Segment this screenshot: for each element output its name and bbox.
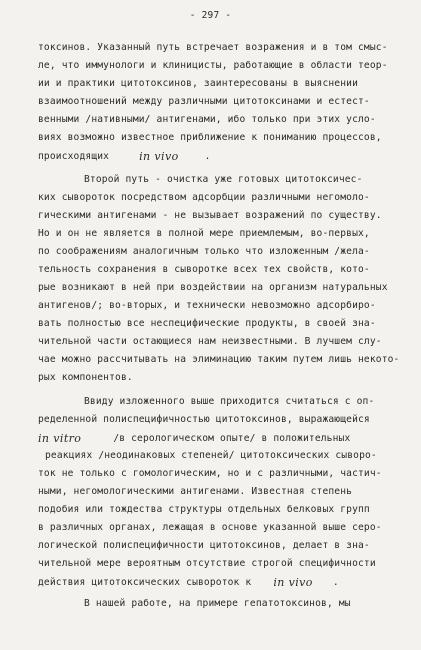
latin-term: in vivo [273, 576, 313, 589]
text-line: по соображениям аналогичным только что изложенным /жела- [38, 246, 370, 257]
text-line: виях возможно известное приближение к пониманию процессов, [38, 132, 382, 143]
text-line: Второй путь - очистка уже готовых цитотоксичес- [84, 174, 363, 185]
text-line: ких сывороток посредством адсорбции различными негомоло- [38, 192, 370, 203]
text-line: тельность сохранения в сыворотке всех тех свойств, кото- [38, 264, 370, 275]
text-line: вать полностью все неспецифические продукты, в своей зна- [38, 318, 376, 329]
text-segment: действия цитотоксических сывороток к [38, 577, 252, 588]
text-line: токсинов. Указанный путь встречает возражения и в том смыс- [38, 42, 388, 53]
text-line: В нашей работе, на примере гепатотоксинов, мы [84, 598, 351, 609]
text-line: реакциях /неодинаковых степеней/ цитотоксических сыворо- [45, 450, 377, 461]
text-line [38, 432, 350, 445]
text-segment: . [204, 151, 211, 162]
text-line: подобия или тождества структуры отдельных белковых групп [38, 504, 370, 515]
latin-term: in vitro [38, 432, 82, 445]
text-line: ток не только с гомологическим, но и с различными, частич- [38, 468, 382, 479]
text-line: антигенов/; во-вторых, и технически невозможно адсорбиро- [38, 300, 376, 311]
text-line: ле, что иммунологи и клиницисты, работающие в области теор- [38, 60, 388, 71]
text-line: взаимоотношений между различными цитотоксинами и естест- [38, 96, 370, 107]
text-line [38, 576, 339, 589]
page-number: - 297 - [189, 10, 232, 21]
text-line: чительной мере вероятным отсутствие строгой специфичности [38, 558, 376, 569]
text-line: рых компонентов. [38, 372, 133, 383]
text-segment: /в серологическом опыте/ в положительных [113, 433, 351, 444]
text-line [38, 150, 211, 163]
text-line: ределенной полиспецифичностью цитотоксинов, выражающейся [38, 414, 370, 425]
text-line: венными /нативными/ антигенами, ибо только при этих усло- [38, 114, 376, 125]
latin-term: in vivo [139, 150, 179, 163]
text-line: ными, негомологическими антигенами. Известная степень [38, 486, 353, 497]
text-line: Но и он не является в полной мере приемлемым, во-первых, [38, 228, 370, 239]
text-line: чае можно рассчитывать на элиминацию таким путем лишь некото- [38, 354, 400, 365]
text-line: логической полиспецифичности цитотоксинов, делает в зна- [38, 540, 370, 551]
text-segment: происходящих [38, 151, 110, 162]
text-line: чительной части остающиеся нам неизвестными. В лучшем слу- [38, 336, 382, 347]
text-line: гическими антигенами - не вызывает возражений по существу. [38, 210, 382, 221]
text-line: ии и практики цитотоксинов, заинтересованы в выяснении [38, 78, 358, 89]
text-segment: . [332, 577, 339, 588]
text-line: Ввиду изложенного выше приходится считаться с оп- [84, 396, 375, 407]
text-line: рые возникают в ней при воздействии на организм натуральных [38, 282, 388, 293]
text-line: в различных органах, лежащая в основе указанной выше серо- [38, 522, 382, 533]
